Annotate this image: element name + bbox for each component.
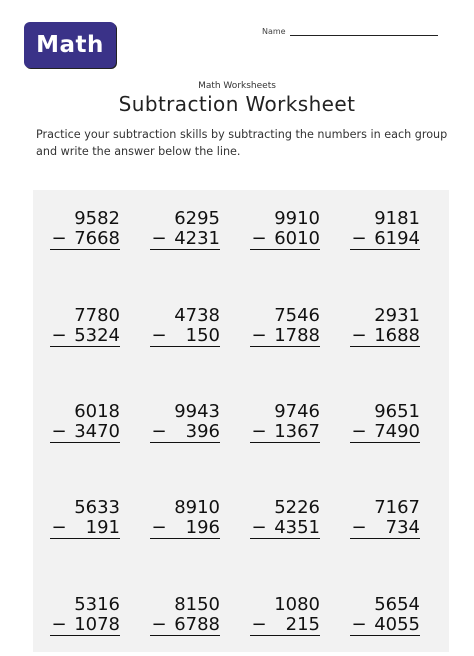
minuend: 8910 [174, 497, 220, 518]
subtraction-problem [250, 209, 320, 250]
subtrahend-row [250, 326, 320, 347]
subtrahend: 396 [185, 421, 220, 442]
subtrahend: 215 [285, 614, 320, 635]
subtrahend: 191 [85, 517, 120, 538]
minuend: 9651 [374, 401, 420, 422]
subtraction-problem [50, 209, 120, 250]
minuend: 9910 [274, 208, 320, 229]
minus-sign: − [51, 614, 67, 635]
name-label: Name [262, 27, 286, 36]
worksheet-instructions: Practice your subtraction skills by subtracting the numbers in each group and write the answer below the line. [36, 128, 448, 158]
subtraction-problem [150, 402, 220, 443]
name-blank-line[interactable] [290, 26, 438, 36]
subtraction-problem [350, 498, 420, 539]
minus-sign: − [351, 517, 367, 538]
minus-sign: − [351, 228, 367, 249]
subtrahend: 1688 [374, 325, 420, 346]
subtraction-problem [150, 306, 220, 347]
subtraction-problem [50, 595, 120, 636]
minus-sign: − [251, 421, 267, 442]
minuend: 6018 [74, 401, 120, 422]
subtrahend-row [150, 615, 220, 636]
subtrahend: 6194 [374, 228, 420, 249]
subtrahend-row [250, 615, 320, 636]
minus-sign: − [251, 517, 267, 538]
subtraction-problem [250, 306, 320, 347]
subtrahend-row [250, 518, 320, 539]
subtraction-problem [250, 595, 320, 636]
subtraction-problem [350, 402, 420, 443]
minuend: 6295 [174, 208, 220, 229]
minuend: 9181 [374, 208, 420, 229]
minus-sign: − [151, 228, 167, 249]
subtraction-problem [50, 306, 120, 347]
minuend: 9943 [174, 401, 220, 422]
subtrahend: 3470 [74, 421, 120, 442]
subtrahend-row [150, 518, 220, 539]
subtrahend: 4055 [374, 614, 420, 635]
minus-sign: − [51, 325, 67, 346]
minuend: 5633 [74, 497, 120, 518]
subtraction-problem [50, 498, 120, 539]
subtrahend: 7668 [74, 228, 120, 249]
subtrahend-row [50, 518, 120, 539]
name-field-row [262, 26, 438, 36]
subtraction-problem [250, 498, 320, 539]
minus-sign: − [151, 421, 167, 442]
subtrahend: 196 [185, 517, 220, 538]
subtrahend: 150 [185, 325, 220, 346]
subtrahend: 1788 [274, 325, 320, 346]
minus-sign: − [251, 614, 267, 635]
subtraction-problem [350, 209, 420, 250]
minus-sign: − [51, 517, 67, 538]
subtraction-problem [150, 595, 220, 636]
subtraction-problem [350, 306, 420, 347]
minuend: 5316 [74, 594, 120, 615]
subtrahend: 4231 [174, 228, 220, 249]
subtrahend-row [350, 615, 420, 636]
subtrahend-row [250, 229, 320, 250]
subtrahend-row [150, 422, 220, 443]
subtrahend-row [150, 326, 220, 347]
minuend: 9746 [274, 401, 320, 422]
minus-sign: − [151, 325, 167, 346]
math-logo [24, 22, 116, 68]
minuend: 8150 [174, 594, 220, 615]
worksheet-subtitle: Math Worksheets [198, 81, 276, 91]
subtraction-problem [250, 402, 320, 443]
minus-sign: − [151, 517, 167, 538]
subtrahend-row [50, 422, 120, 443]
minuend: 5654 [374, 594, 420, 615]
subtraction-problem [150, 498, 220, 539]
subtrahend: 7490 [374, 421, 420, 442]
minuend: 9582 [74, 208, 120, 229]
problems-panel [33, 190, 449, 652]
minus-sign: − [351, 325, 367, 346]
subtraction-problem [150, 209, 220, 250]
minus-sign: − [51, 228, 67, 249]
subtrahend-row [50, 229, 120, 250]
subtrahend: 734 [385, 517, 420, 538]
subtrahend: 4351 [274, 517, 320, 538]
minus-sign: − [351, 614, 367, 635]
subtrahend-row [350, 422, 420, 443]
subtrahend-row [350, 229, 420, 250]
subtrahend: 6010 [274, 228, 320, 249]
minus-sign: − [251, 325, 267, 346]
subtrahend: 1367 [274, 421, 320, 442]
minuend: 7167 [374, 497, 420, 518]
subtrahend: 6788 [174, 614, 220, 635]
minus-sign: − [51, 421, 67, 442]
minus-sign: − [251, 228, 267, 249]
subtraction-problem [50, 402, 120, 443]
worksheet-title: Subtraction Worksheet [118, 92, 356, 116]
subtrahend-row [250, 422, 320, 443]
subtrahend: 5324 [74, 325, 120, 346]
logo-text: Math [36, 32, 104, 58]
minuend: 1080 [274, 594, 320, 615]
subtrahend-row [50, 326, 120, 347]
subtrahend-row [150, 229, 220, 250]
subtraction-problem [350, 595, 420, 636]
subtrahend-row [50, 615, 120, 636]
subtrahend: 1078 [74, 614, 120, 635]
subtrahend-row [350, 518, 420, 539]
minuend: 4738 [174, 305, 220, 326]
minuend: 5226 [274, 497, 320, 518]
subtrahend-row [350, 326, 420, 347]
minuend: 2931 [374, 305, 420, 326]
minuend: 7546 [274, 305, 320, 326]
minus-sign: − [151, 614, 167, 635]
minus-sign: − [351, 421, 367, 442]
minuend: 7780 [74, 305, 120, 326]
